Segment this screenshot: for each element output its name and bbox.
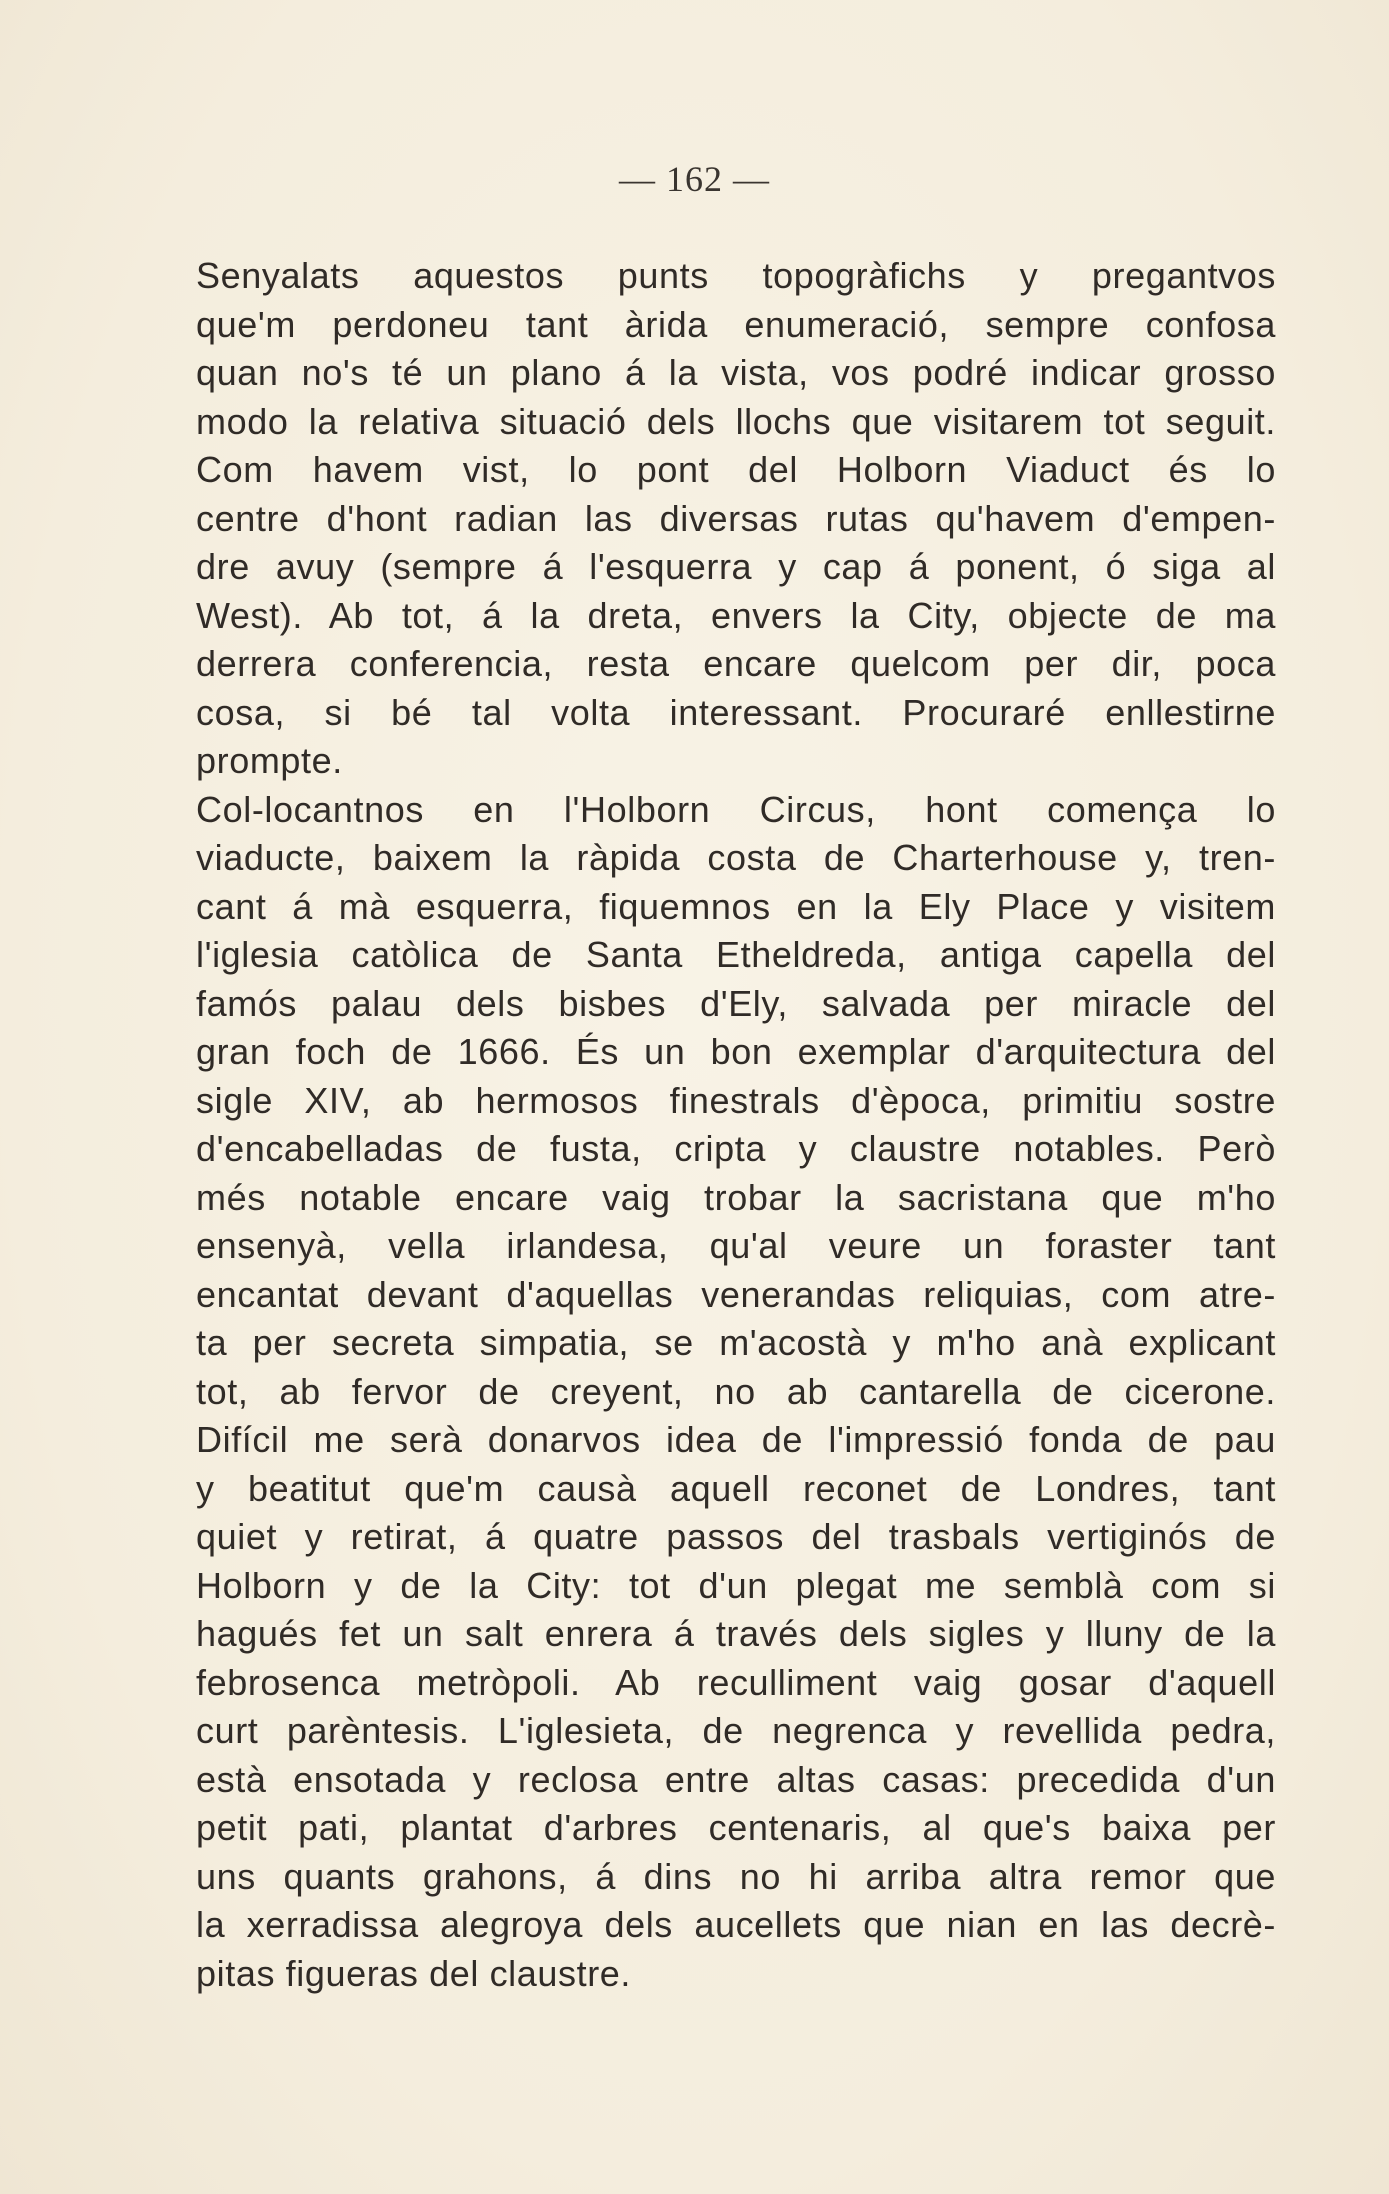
text-line: viaducte, baixem la ràpida costa de Charterhouse y, tren-: [196, 837, 1276, 878]
text-line: centre d'hont radian las diversas rutas qu'havem d'empen-: [196, 497, 1276, 539]
text-line: sigle XIV, ab hermosos finestrals d'època, primitiu sostre: [196, 1079, 1276, 1121]
text-line: dre avuy (sempre á l'esquerra y cap á ponent, ó siga al: [196, 546, 1276, 587]
text-line: Col-locantnos en l'Holborn Circus, hont comença lo: [196, 788, 1276, 830]
text-line: gran foch de 1666. És un bon exemplar d'arquitectura del: [196, 1031, 1276, 1072]
text-line: prompte.: [196, 740, 343, 781]
text-line: cosa, si bé tal volta interessant. Procuraré enllestirne: [196, 691, 1276, 733]
text-line: curt parèntesis. L'iglesieta, de negrenca y revellida pedra,: [196, 1710, 1276, 1751]
text-line: y beatitut que'm causà aquell reconet de Londres, tant: [196, 1467, 1276, 1509]
text-line: hagués fet un salt enrera á través dels sigles y lluny de la: [196, 1613, 1276, 1654]
text-line: ta per secreta simpatia, se m'acostà y m'ho anà explicant: [196, 1322, 1276, 1363]
text-line: febrosenca metròpoli. Ab reculliment vaig gosar d'aquell: [196, 1661, 1276, 1703]
text-line: que'm perdoneu tant àrida enumeració, sempre confosa: [196, 303, 1276, 345]
text-line: petit pati, plantat d'arbres centenaris, al que's baixa per: [196, 1807, 1276, 1848]
text-line: d'encabelladas de fusta, cripta y claustre notables. Però: [196, 1128, 1276, 1169]
text-line: modo la relativa situació dels llochs que visitarem tot seguit.: [196, 400, 1276, 442]
text-line: West). Ab tot, á la dreta, envers la City, objecte de ma: [196, 594, 1276, 636]
text-line: l'iglesia catòlica de Santa Etheldreda, antiga capella del: [196, 934, 1276, 975]
text-line: cant á mà esquerra, fiquemnos en la Ely Place y visitem: [196, 885, 1276, 927]
text-line: encantat devant d'aquellas venerandas reliquias, com atre-: [196, 1273, 1276, 1315]
text-line: tot, ab fervor de creyent, no ab cantarella de cicerone.: [196, 1370, 1276, 1412]
text-line: més notable encare vaig trobar la sacristana que m'ho: [196, 1176, 1276, 1218]
text-line: la xerradissa alegroya dels aucellets que nian en las decrè-: [196, 1904, 1276, 1945]
text-line: ensenyà, vella irlandesa, qu'al veure un foraster tant: [196, 1225, 1276, 1266]
text-line: famós palau dels bisbes d'Ely, salvada per miracle del: [196, 982, 1276, 1024]
text-line: Com havem vist, lo pont del Holborn Viaduct és lo: [196, 449, 1276, 490]
text-line: està ensotada y reclosa entre altas casas: precedida d'un: [196, 1758, 1276, 1800]
text-line: uns quants grahons, á dins no hi arriba altra remor que: [196, 1855, 1276, 1897]
text-line: Senyalats aquestos punts topogràfichs y pregantvos: [196, 255, 1276, 296]
body-text: [196, 252, 1276, 1998]
text-line: pitas figueras del claustre.: [196, 1952, 632, 1994]
text-line: Difícil me serà donarvos idea de l'impressió fonda de pau: [196, 1419, 1276, 1460]
text-line: Holborn y de la City: tot d'un plegat me semblà com si: [196, 1564, 1276, 1606]
text-line: quan no's té un plano á la vista, vos podré indicar grosso: [196, 352, 1276, 393]
page-number: — 162 —: [619, 159, 770, 199]
text-line: quiet y retirat, á quatre passos del trasbals vertiginós de: [196, 1516, 1276, 1557]
text-line: derrera conferencia, resta encare quelcom per dir, poca: [196, 643, 1276, 684]
